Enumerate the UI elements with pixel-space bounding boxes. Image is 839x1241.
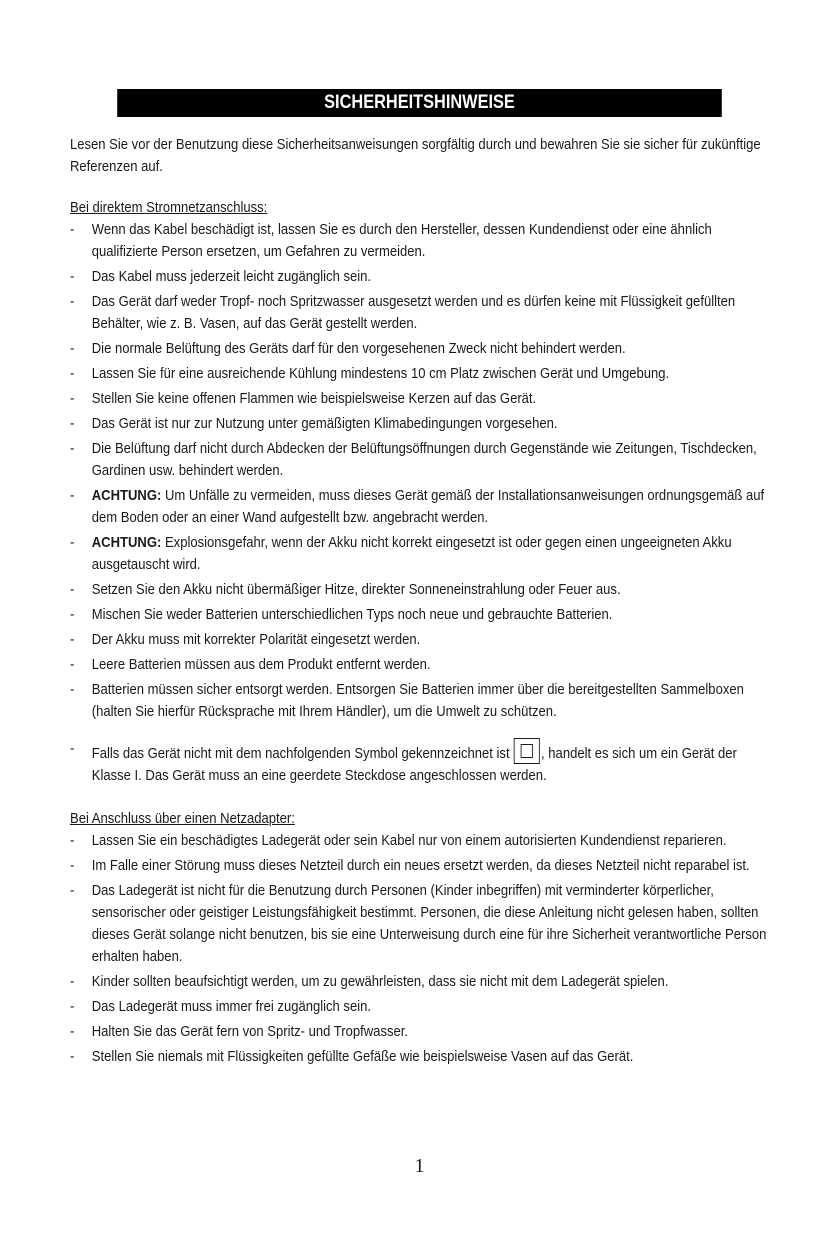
mains-safety-list [70,219,775,787]
list-item: - Mischen Sie weder Batterien unterschiedlichen Typs noch neue und gebrauchte Batterien. [70,606,613,623]
warning-label: ACHTUNG: [91,487,162,504]
class-ii-double-insulation-icon [514,738,540,764]
list-item: - Batterien müssen sicher entsorgt werden. Entsorgen Sie Batterien immer über die bereitgestellten Sammelboxen (halten Sie hierfür Rücksprache mit Ihrem Händler), um die Umwelt zu schützen. [70,681,744,720]
list-item: - Wenn das Kabel beschädigt ist, lassen Sie es durch den Hersteller, dessen Kundendienst oder eine ähnlich qualifizierte Person ersetzen, um Gefahren zu vermeiden. [70,221,712,260]
document-body [70,134,775,1071]
list-item: - Der Akku muss mit korrekter Polarität eingesetzt werden. [70,631,421,648]
list-item: - Das Kabel muss jederzeit leicht zugänglich sein. [70,268,372,285]
list-item: - Lassen Sie für eine ausreichende Kühlung mindestens 10 cm Platz zwischen Gerät und Umgebung. [70,365,670,382]
list-item: - Lassen Sie ein beschädigtes Ladegerät oder sein Kabel nur von einem autorisierten Kundendienst reparieren. [70,832,727,849]
list-item: - Stellen Sie niemals mit Flüssigkeiten gefüllte Gefäße wie beispielsweise Vasen auf das Gerät. [70,1048,634,1065]
section-heading-mains: Bei direktem Stromnetzanschluss: [70,199,268,216]
list-item: - Kinder sollten beaufsichtigt werden, um zu gewährleisten, dass sie nicht mit dem Ladegerät spielen. [70,973,669,990]
list-item: - Stellen Sie keine offenen Flammen wie beispielsweise Kerzen auf das Gerät. [70,390,537,407]
intro-paragraph: Lesen Sie vor der Benutzung diese Sicherheitsanweisungen sorgfältig durch und bewahren Sie sie sicher für zukünftige Referenzen auf. [70,136,761,175]
list-item: - Halten Sie das Gerät fern von Spritz- und Tropfwasser. [70,1023,409,1040]
adapter-safety-list [70,830,775,1068]
list-item: - Setzen Sie den Akku nicht übermäßiger Hitze, direkter Sonneneinstrahlung oder Feuer aus. [70,581,621,598]
section-heading-adapter: Bei Anschluss über einen Netzadapter: [70,810,295,827]
list-item: - Das Ladegerät muss immer frei zugänglich sein. [70,998,372,1015]
list-item: - Die Belüftung darf nicht durch Abdecken der Belüftungsöffnungen durch Gegenstände wie Zeitungen, Tischdecken, Gardinen usw. behindert werden. [70,440,757,479]
list-item: - Das Gerät darf weder Tropf- noch Spritzwasser ausgesetzt werden und es dürfen keine mit Flüssigkeit gefüllten Behälter, wie z. B. Vasen, auf das Gerät gestellt werden. [70,293,736,332]
list-item: - Das Gerät ist nur zur Nutzung unter gemäßigten Klimabedingungen vorgesehen. [70,415,558,432]
list-item: - Das Ladegerät ist nicht für die Benutzung durch Personen (Kinder inbegriffen) mit verminderter körperlicher, sensorischer oder geistiger Leistungsfähigkeit bestimmt. Personen, die diese Anleitung nicht gelesen haben, sollten dieses Gerät solange nicht benutzen, bis sie eine Unterweisung durch eine für ihre Sicherheit verantwortliche Person erhalten haben. [70,882,767,965]
warning-item: - ACHTUNG: Um Unfälle zu vermeiden, muss dieses Gerät gemäß der Installationsanweisungen ordnungsgemäß auf dem Boden oder an einer Wand aufgestellt bzw. angebracht werden. [70,487,765,526]
warning-item: - ACHTUNG: Explosionsgefahr, wenn der Akku nicht korrekt eingesetzt ist oder gegen einen ungeeigneten Akku ausgetauscht wird. [70,534,732,573]
page-title: SICHERHEITSHINWEISE [117,89,722,117]
list-item-class-ii: - Falls das Gerät nicht mit dem nachfolgenden Symbol gekennzeichnet ist , handelt es sich um ein Gerät der Klasse I. Das Gerät muss an eine geerdete Steckdose angeschlossen werden. [70,740,737,784]
list-item: - Die normale Belüftung des Geräts darf für den vorgesehenen Zweck nicht behindert werden. [70,340,626,357]
warning-label: ACHTUNG: [91,534,162,551]
list-item: - Im Falle einer Störung muss dieses Netzteil durch ein neues ersetzt werden, da dieses Netzteil nicht reparabel ist. [70,857,750,874]
page-number: 1 [414,1155,425,1177]
list-item: - Leere Batterien müssen aus dem Produkt entfernt werden. [70,656,431,673]
